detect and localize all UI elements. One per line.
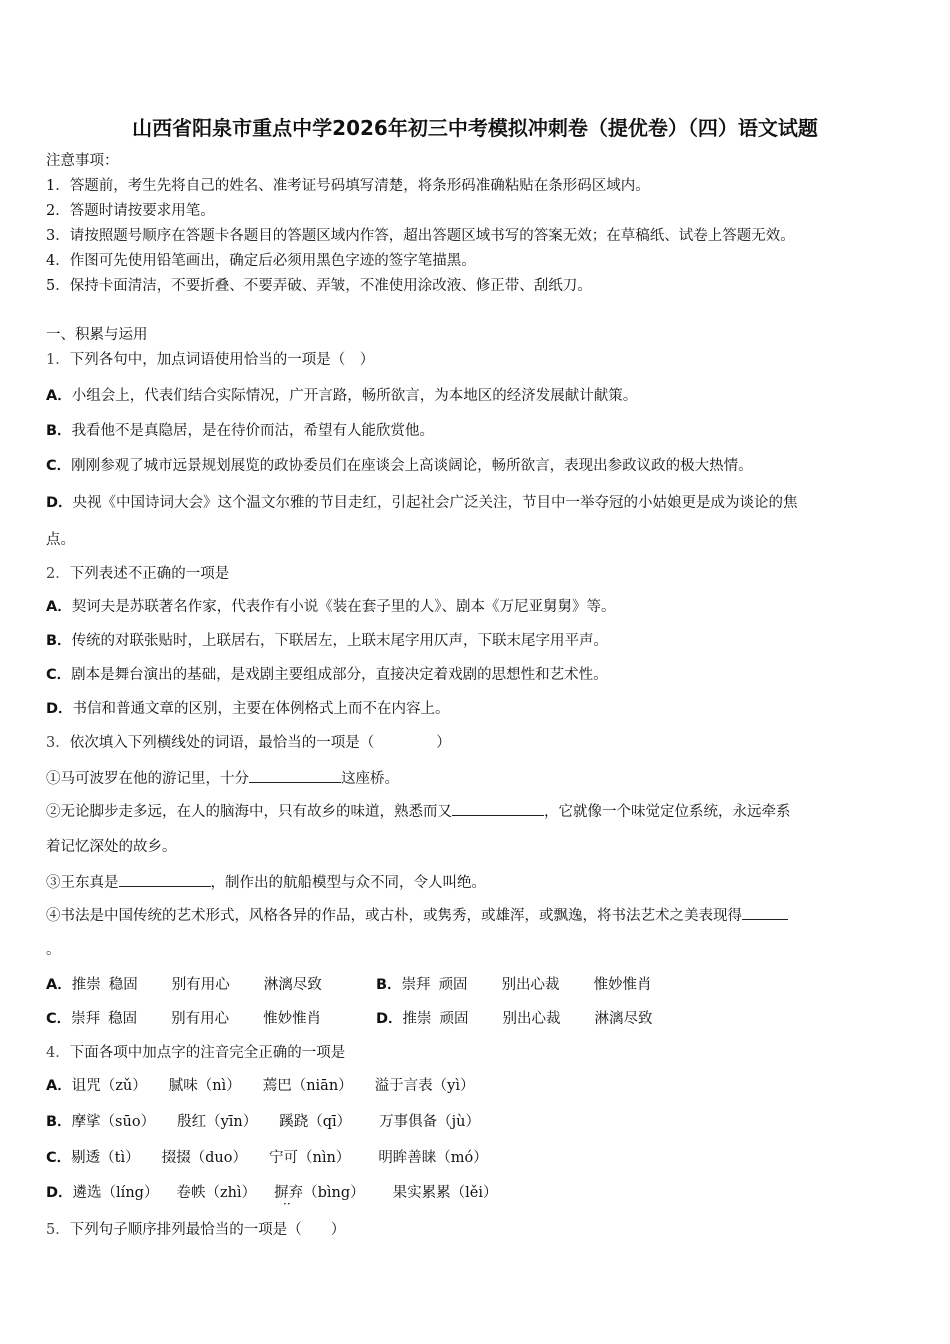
question-2 xyxy=(46,565,229,583)
q1-option-b[interactable] xyxy=(46,422,434,440)
question-4 xyxy=(46,1044,345,1062)
q2-option-b[interactable] xyxy=(46,632,608,650)
option-word: 淋漓尽致 xyxy=(263,977,322,993)
q3-sentence-1 xyxy=(46,768,399,788)
question-3 xyxy=(46,734,451,752)
emphasis-dots: ·· xyxy=(283,1197,291,1211)
q3-option-a[interactable] xyxy=(46,976,322,994)
option-label: C． xyxy=(46,1150,72,1166)
option-word: 卷帙（zhì） xyxy=(176,1185,257,1201)
q4-option-b[interactable] xyxy=(46,1113,480,1131)
option-word: 果实累累（lěi） xyxy=(392,1185,498,1201)
question-stem: 下列各句中，加点词语使用恰当的一项是（ ） xyxy=(69,352,375,368)
q4-option-c[interactable] xyxy=(46,1149,488,1167)
option-label: C． xyxy=(46,458,72,474)
option-word: 万事俱备（jù） xyxy=(379,1114,481,1130)
option-word: 惟妙惟肖 xyxy=(263,1011,322,1027)
q3-option-c[interactable] xyxy=(46,1010,321,1028)
option-word: 稳固 xyxy=(108,977,138,993)
option-word: 崇拜 xyxy=(401,977,431,993)
q1-option-c[interactable] xyxy=(46,457,753,475)
notice-item-1: 1．答题前，考生先将自己的姓名、准考证号码填写清楚，将条形码准确粘贴在条形码区域内。 xyxy=(46,178,650,194)
option-label: A． xyxy=(46,1078,72,1094)
option-label: D． xyxy=(376,1011,403,1027)
question-stem: 下列表述不正确的一项是 xyxy=(69,566,230,582)
q4-option-d[interactable] xyxy=(46,1184,497,1202)
q3-option-b[interactable] xyxy=(376,976,652,994)
option-label: B． xyxy=(46,423,72,439)
sentence-text: ，制作出的航船模型与众不同，令人叫绝。 xyxy=(210,875,486,891)
q1-option-a[interactable] xyxy=(46,387,637,405)
option-text: 传统的对联张贴时，上联居右，下联居左，上联末尾字用仄声，下联末尾字用平声。 xyxy=(71,633,609,649)
sentence-text: ④书法是中国传统的艺术形式，风格各异的作品，或古朴，或隽秀，或雄浑，或飘逸，将书法艺术之美表现得 xyxy=(46,908,742,924)
question-stem: 依次填入下列横线处的词语，最恰当的一项是（ xyxy=(69,735,375,751)
option-text: 刚刚参观了城市远景规划展览的政协委员们在座谈会上高谈阔论，畅所欲言，表现出参政议政的极大热情。 xyxy=(71,458,753,474)
option-word: 殷红（yīn） xyxy=(177,1114,258,1130)
q3-sentence-3 xyxy=(46,872,486,892)
fill-blank[interactable] xyxy=(119,872,211,887)
option-label: B． xyxy=(46,1114,72,1130)
q3-sentence-2 xyxy=(46,801,791,821)
question-number: 3． xyxy=(46,735,70,751)
option-text: 契诃夫是苏联著名作家，代表作有小说《装在套子里的人》、剧本《万尼亚舅舅》等。 xyxy=(71,599,616,615)
option-label: B． xyxy=(376,977,402,993)
option-word: 推崇 xyxy=(402,1011,432,1027)
fill-blank[interactable] xyxy=(742,905,788,920)
option-word: 掇掇（duo） xyxy=(161,1150,247,1166)
fill-blank[interactable] xyxy=(249,768,341,783)
sentence-text: ②无论脚步走多远，在人的脑海中，只有故乡的味道，熟悉而又 xyxy=(46,804,452,820)
option-word: 剔透（tì） xyxy=(71,1150,140,1166)
option-label: A． xyxy=(46,977,72,993)
option-text: 小组会上，代表们结合实际情况，广开言路，畅所欲言，为本地区的经济发展献计献策。 xyxy=(71,388,638,404)
q1-option-d[interactable] xyxy=(46,494,798,512)
page-title: 山西省阳泉市重点中学2026年初三中考模拟冲刺卷（提优卷）（四）语文试题 xyxy=(132,116,818,140)
option-word: 溢于言表（yì） xyxy=(374,1078,475,1094)
question-number: 1． xyxy=(46,352,70,368)
sentence-text: ③王东真是 xyxy=(46,875,119,891)
option-label: A． xyxy=(46,599,72,615)
notice-heading: 注意事项： xyxy=(46,153,119,169)
option-label: C． xyxy=(46,667,72,683)
notice-item-5: 5．保持卡面清洁，不要折叠、不要弄破、弄皱，不准使用涂改液、修正带、刮纸刀。 xyxy=(46,278,592,294)
q2-option-a[interactable] xyxy=(46,598,615,616)
option-word: 顽固 xyxy=(438,977,468,993)
question-stem: 下面各项中加点字的注音完全正确的一项是 xyxy=(69,1045,346,1061)
q2-option-c[interactable] xyxy=(46,666,608,684)
option-word: 崇拜 xyxy=(71,1011,101,1027)
question-number: 4． xyxy=(46,1045,70,1061)
q2-option-d[interactable] xyxy=(46,700,450,718)
option-word: 摩挲（sūo） xyxy=(71,1114,156,1130)
option-word: 顽固 xyxy=(439,1011,469,1027)
q4-option-a[interactable] xyxy=(46,1077,475,1095)
option-label: B． xyxy=(46,633,72,649)
option-word: 淋漓尽致 xyxy=(594,1011,653,1027)
option-word: 推崇 xyxy=(71,977,101,993)
q3-sentence-2-continued: 着记忆深处的故乡。 xyxy=(46,839,177,855)
question-stem: 下列句子顺序排列最恰当的一项是（ ） xyxy=(69,1222,346,1238)
option-word: 别出心裁 xyxy=(501,977,560,993)
option-word: 宁可（nìn） xyxy=(268,1150,351,1166)
option-word: 遴选（líng） xyxy=(72,1185,159,1201)
option-label: D． xyxy=(46,1185,73,1201)
fill-blank[interactable] xyxy=(452,801,544,816)
sentence-text: 这座桥。 xyxy=(341,771,399,787)
question-number: 5． xyxy=(46,1222,70,1238)
option-word: 稳固 xyxy=(108,1011,138,1027)
option-label: D． xyxy=(46,701,73,717)
notice-item-4: 4．作图可先使用铅笔画出，确定后必须用黑色字迹的签字笔描黑。 xyxy=(46,253,476,269)
section-heading: 一、积累与运用 xyxy=(46,327,148,343)
q3-sentence-4 xyxy=(46,905,788,925)
option-word: 别有用心 xyxy=(171,977,230,993)
option-word: 别有用心 xyxy=(171,1011,230,1027)
question-1 xyxy=(46,351,374,369)
q3-option-d[interactable] xyxy=(376,1010,653,1028)
option-text: 剧本是舞台演出的基础，是戏剧主要组成部分，直接决定着戏剧的思想性和艺术性。 xyxy=(71,667,608,683)
option-word: 诅咒（zǔ） xyxy=(71,1078,147,1094)
option-label: A． xyxy=(46,388,72,404)
sentence-text: ①马可波罗在他的游记里，十分 xyxy=(46,771,249,787)
option-word: 腻味（nì） xyxy=(168,1078,241,1094)
option-label: C． xyxy=(46,1011,72,1027)
option-text: 我看他不是真隐居，是在待价而沽，希望有人能欣赏他。 xyxy=(71,423,435,439)
option-word: 别出心裁 xyxy=(502,1011,561,1027)
option-text: 书信和普通文章的区别，主要在体例格式上而不在内容上。 xyxy=(72,701,450,717)
question-number: 2． xyxy=(46,566,70,582)
q1-option-d-continued: 点。 xyxy=(46,532,75,548)
option-text: 央视《中国诗词大会》这个温文尔雅的节目走红，引起社会广泛关注，节目中一举夺冠的小姑娘更是成为谈论的焦 xyxy=(72,495,798,511)
option-word: 蹊跷（qī） xyxy=(279,1114,352,1130)
q3-sentence-4-end: 。 xyxy=(46,942,61,958)
option-label: D． xyxy=(46,495,73,511)
sentence-text: ，它就像一个味觉定位系统，永远牵系 xyxy=(544,804,791,820)
notice-item-3: 3．请按照题号顺序在答题卡各题目的答题区域内作答，超出答题区域书写的答案无效；在草稿纸、试卷上答题无效。 xyxy=(46,228,795,244)
question-stem-close: ） xyxy=(436,735,451,751)
question-5 xyxy=(46,1221,345,1239)
option-word: 摒弃（bìng） xyxy=(274,1185,365,1201)
notice-item-2: 2．答题时请按要求用笔。 xyxy=(46,203,215,219)
option-word: 明眸善睐（mó） xyxy=(378,1150,488,1166)
option-word: 蔫巴（niān） xyxy=(262,1078,353,1094)
option-word: 惟妙惟肖 xyxy=(593,977,652,993)
